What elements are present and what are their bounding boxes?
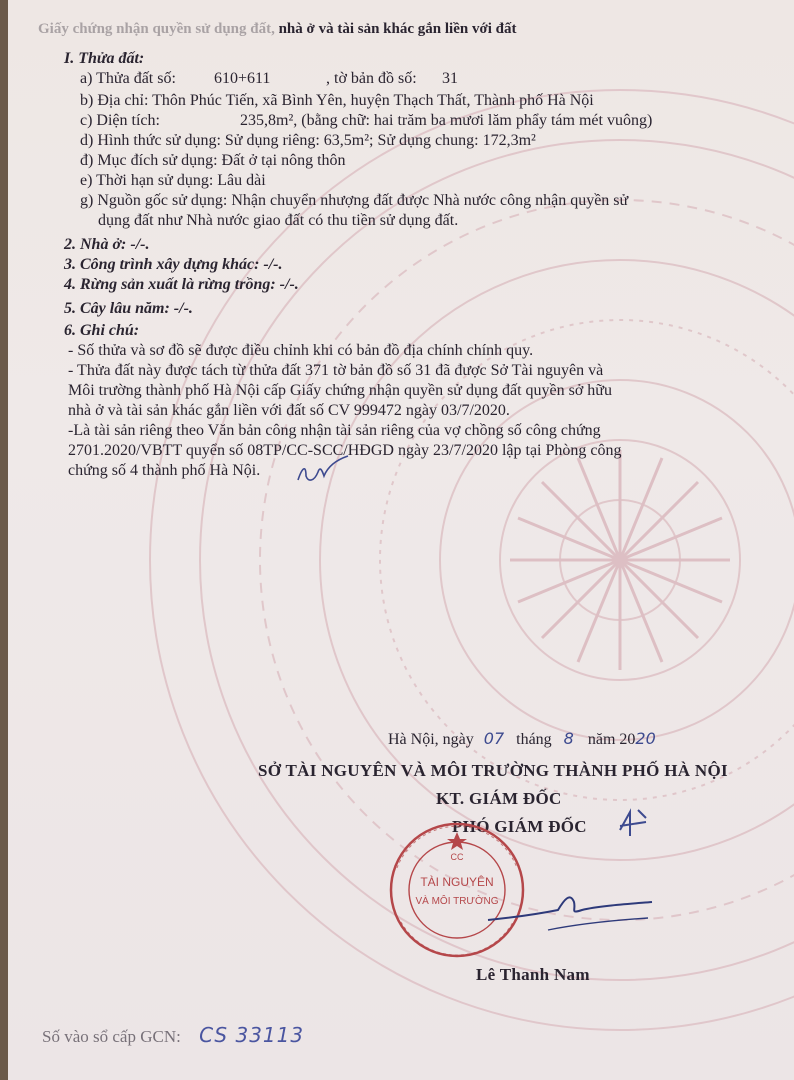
usage-purpose-line: đ) Mục đích sử dụng: Đất ở tại nông thôn <box>80 152 346 169</box>
usage-term-line: e) Thời hạn sử dụng: Lâu dài <box>80 172 266 189</box>
signature-icon <box>478 880 658 940</box>
svg-text:CC: CC <box>450 852 464 862</box>
usage-form-line: d) Hình thức sử dụng: Sử dụng riêng: 63,5m²; Sử dụng chung: 172,3m² <box>80 132 536 149</box>
section-1-title: I. Thửa đất: <box>64 50 145 67</box>
note-3-line-1: -Là tài sản riêng theo Văn bản công nhận tài sản riêng của vợ chồng số công chứng <box>68 422 601 439</box>
authority-org: SỞ TÀI NGUYÊN VÀ MÔI TRƯỜNG THÀNH PHỐ HÀ NỘI <box>258 761 728 780</box>
authority-kt: KT. GIÁM ĐỐC <box>436 789 562 808</box>
signer-name: Lê Thanh Nam <box>476 965 590 984</box>
role-mark-icon <box>616 806 652 840</box>
map-sheet-value: 31 <box>442 70 458 87</box>
origin-line-1: g) Nguồn gốc sử dụng: Nhận chuyển nhượng đất được Nhà nước công nhận quyền sử <box>80 192 629 209</box>
note-3-line-3: chứng số 4 thành phố Hà Nội. <box>68 462 261 479</box>
address-line: b) Địa chỉ: Thôn Phúc Tiến, xã Bình Yên, huyện Thạch Thất, Thành phố Hà Nội <box>80 92 594 109</box>
certificate-page <box>8 0 794 1080</box>
note-2-line-1: - Thửa đất này được tách từ thửa đất 371 tờ bản đồ số 31 đã được Sở Tài nguyên và <box>68 362 604 379</box>
note-2-line-2: Môi trường thành phố Hà Nội cấp Giấy chứng nhận quyền sử dụng đất quyền sở hữu <box>68 382 612 399</box>
authority-role: PHÓ GIÁM ĐỐC <box>452 817 587 836</box>
origin-line-2: dụng đất như Nhà nước giao đất có thu tiền sử dụng đất. <box>98 212 459 229</box>
area-value: 235,8m², (bằng chữ: hai trăm ba mươi lăm phẩy tám mét vuông) <box>240 112 653 129</box>
note-2-line-3: nhà ở và tài sản khác gắn liền với đất số CV 999472 ngày 03/7/2020. <box>68 402 510 419</box>
seal-center-line-1: TÀI NGUYÊN <box>420 875 494 889</box>
note-3-line-2: 2701.2020/VBTT quyển số 08TP/CC-SCC/HĐGD ngày 23/7/2020 lập tại Phòng công <box>68 442 622 459</box>
parcel-number-label: a) Thửa đất số: <box>80 70 176 87</box>
seal-center-line-2: VÀ MÔI TRƯỜNG <box>415 896 499 907</box>
certificate-book-number: Số vào sổ cấp GCN: CS 33113 <box>42 1023 305 1047</box>
section-3-other-works: 3. Công trình xây dựng khác: -/-. <box>64 256 283 273</box>
header-top-text: Giấy chứng nhận quyền sử dụng đất, nhà ở và tài sản khác gắn liền với đất <box>38 21 517 37</box>
section-2-house: 2. Nhà ở: -/-. <box>64 236 150 253</box>
parcel-number-value: 610+611 <box>214 70 271 87</box>
issue-date: Hà Nội, ngày 07 tháng 8 năm 2020 <box>388 729 656 748</box>
map-sheet-label: , tờ bản đồ số: <box>326 70 417 87</box>
section-5-perennial: 5. Cây lâu năm: -/-. <box>64 300 193 317</box>
initial-mark-icon <box>292 452 352 488</box>
section-4-forest: 4. Rừng sản xuất là rừng trồng: -/-. <box>64 276 299 293</box>
section-6-title: 6. Ghi chú: <box>64 322 140 339</box>
area-label: c) Diện tích: <box>80 112 160 129</box>
note-1: - Số thửa và sơ đồ sẽ được điều chỉnh khi có bản đồ địa chính chính quy. <box>68 342 534 359</box>
